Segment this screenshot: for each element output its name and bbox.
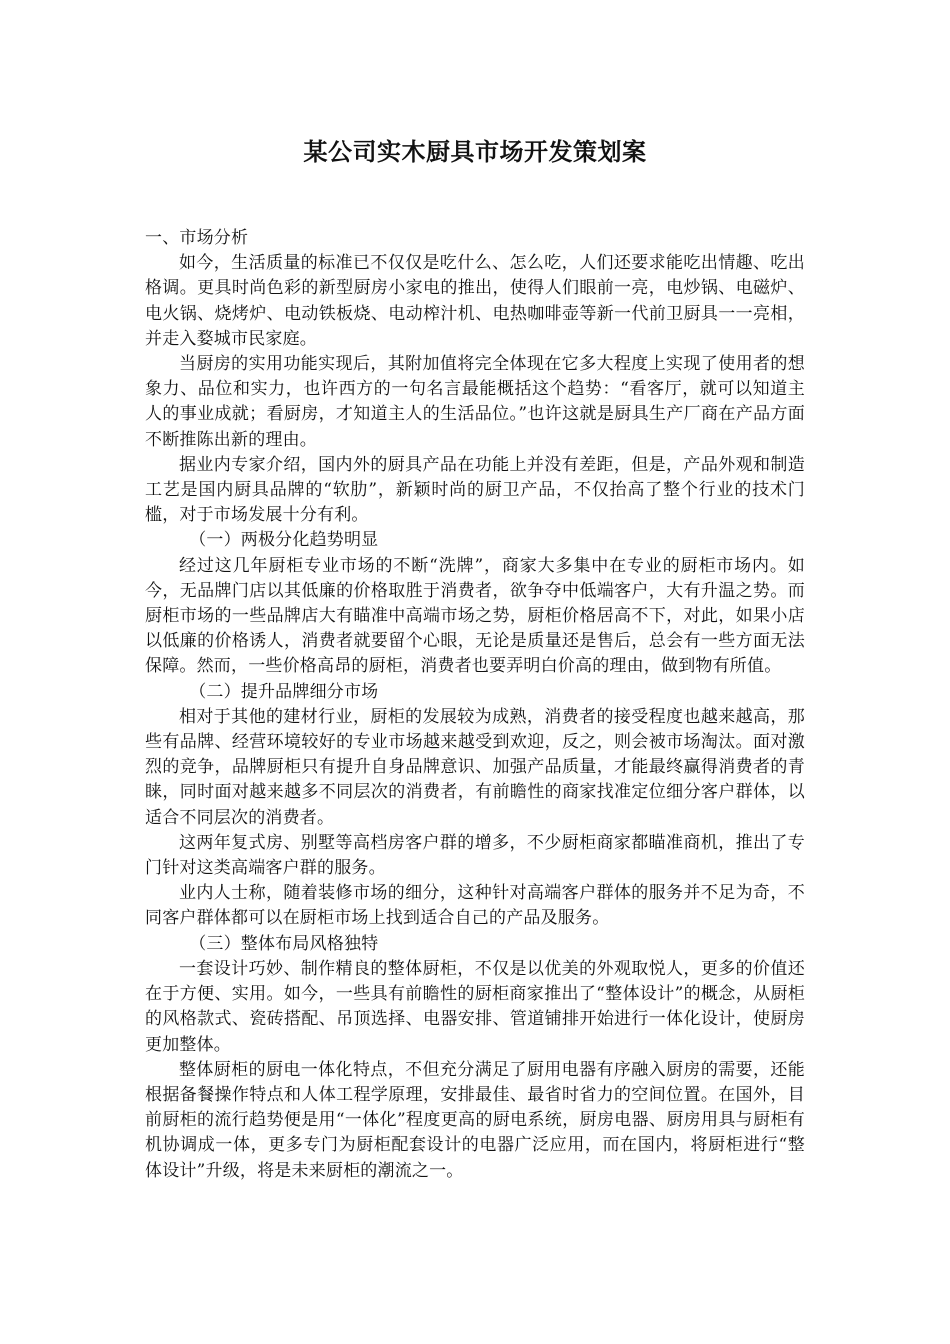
paragraph: 相对于其他的建材行业，厨柜的发展较为成熟，消费者的接受程度也越来越高，那些有品牌、经营环境较好的专业市场越来越受到欢迎，反之，则会被市场淘汰。面对激烈的竞争，品牌厨柜只有提升自身品牌意识、加强产品质量，才能最终赢得消费者的青睐，同时面对越来越多不同层次的消费者，有前瞻性的商家找准定位细分客户群体，以适合不同层次的消费者。: [145, 706, 805, 828]
paragraph: 经过这几年厨柜专业市场的不断“洗牌”，商家大多集中在专业的厨柜市场内。如今，无品牌门店以其低廉的价格取胜于消费者，欲争夺中低端客户，大有升温之势。而厨柜市场的一些品牌店大有瞄准中高端市场之势，厨柜价格居高不下，对此，如果小店以低廉的价格诱人，消费者就要留个心眼，无论是质量还是售后，总会有一些方面无法保障。然而，一些价格高昂的厨柜，消费者也要弄明白价高的理由，做到物有所值。: [145, 555, 805, 677]
paragraph: 业内人士称，随着装修市场的细分，这种针对高端客户群体的服务并不足为奇，不同客户群体都可以在厨柜市场上找到适合自己的产品及服务。: [145, 883, 805, 929]
document-title: 某公司实木厨具市场开发策划案: [303, 138, 647, 166]
paragraph: 这两年复式房、别墅等高档房客户群的增多，不少厨柜商家都瞄准商机，推出了专门针对这类高端客户群的服务。: [145, 832, 805, 879]
document-body: [145, 226, 805, 1184]
paragraph: 据业内专家介绍，国内外的厨具产品在功能上并没有差距，但是，产品外观和制造工艺是国内厨具品牌的“软肋”，新颖时尚的厨卫产品，不仅抬高了整个行业的技术门槛，对于市场发展十分有利。: [145, 454, 805, 526]
subsection-heading-polarization: （一）两极分化趋势明显: [189, 530, 379, 551]
paragraph: 一套设计巧妙、制作精良的整体厨柜，不仅是以优美的外观取悦人，更多的价值还在于方便、实用。如今，一些具有前瞻性的厨柜商家推出了“整体设计”的概念，从厨柜的风格款式、瓷砖搭配、吊顶选择、电器安排、管道铺排开始进行一体化设计，使厨房更加整体。: [145, 958, 805, 1055]
paragraph: 整体厨柜的厨电一体化特点，不但充分满足了厨用电器有序融入厨房的需要，还能根据备餐操作特点和人体工程学原理，安排最佳、最省时省力的空间位置。在国外，目前厨柜的流行趋势便是用“一体化”程度更高的厨电系统，厨房电器、厨房用具与厨柜有机协调成一体，更多专门为厨柜配套设计的电器广泛应用，而在国内，将厨柜进行“整体设计”升级，将是未来厨柜的潮流之一。: [145, 1059, 805, 1181]
subsection-heading-brand-segmentation: （二）提升品牌细分市场: [189, 681, 379, 702]
section-heading-market-analysis: 一、市场分析: [145, 228, 249, 248]
paragraph: 当厨房的实用功能实现后，其附加值将完全体现在它多大程度上实现了使用者的想象力、品位和实力，也许西方的一句名言最能概括这个趋势：“看客厅，就可以知道主人的事业成就；看厨房，才知道主人的生活品位。”也许这就是厨具生产厂商在产品方面不断推陈出新的理由。: [145, 354, 805, 450]
paragraph: 如今，生活质量的标准已不仅仅是吃什么、怎么吃，人们还要求能吃出情趣、吃出格调。更具时尚色彩的新型厨房小家电的推出，使得人们眼前一亮，电炒锅、电磁炉、电火锅、烧烤炉、电动铁板烧、电动榨汁机、电热咖啡壶等新一代前卫厨具一一亮相，并走入婺城市民家庭。: [145, 253, 805, 349]
subsection-heading-integrated-layout: （三）整体布局风格独特: [189, 933, 379, 954]
